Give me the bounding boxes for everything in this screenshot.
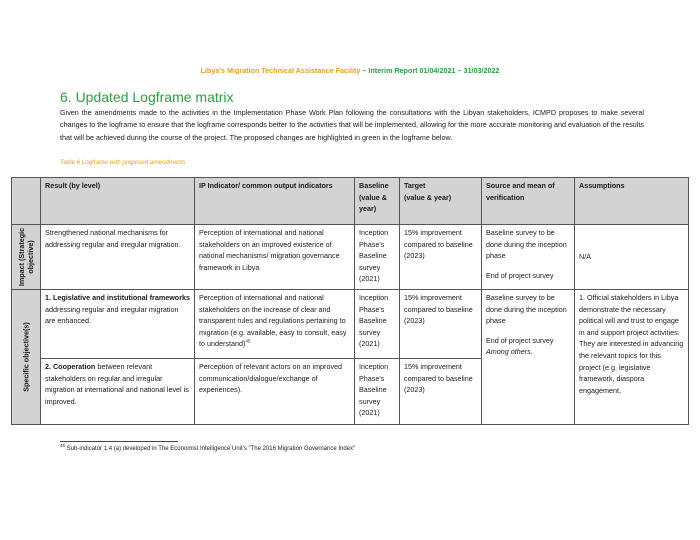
intro-paragraph: Given the amendments made to the activities in the Implementation Phase Work Plan following the consultations with the Libyan stakeholders, ICMPD proposes to make several changes to the logframe to ensure that the logframe corresponds better to the activities that will be implemented, allowing for the more accurate monitoring and evaluation of the results that will be achieved during the course of the project. The proposed changes are highlighted in green in the logframe below. <box>60 108 644 142</box>
impact-target: 15% improvement compared to baseline (2023) <box>400 225 482 290</box>
section-title: 6. Updated Logframe matrix <box>60 89 234 105</box>
specific-source-2: End of project survey <box>486 335 554 345</box>
header-baseline-sub: (value & year) <box>359 192 387 214</box>
impact-indicator: Perception of international and national stakeholders on an improved existence of national mechanisms/ migration governance framework in Libya <box>195 225 355 290</box>
specific-row-label-cell <box>12 290 41 425</box>
header-corner <box>12 178 41 225</box>
header-report-period: Interim Report 01/04/2021 – 31/03/2022 <box>368 66 500 75</box>
specific-row-label: Specific objective(s) <box>21 322 31 392</box>
table-caption: Table 6 Logframe with proposed amendments <box>60 159 186 166</box>
specific-1-result-rest: addressing regular and irregular migration are enhanced. <box>45 304 179 326</box>
impact-label-line1: Impact (Strategic <box>17 227 26 287</box>
header-dash: – <box>360 66 369 75</box>
impact-label-line2: objective) <box>26 240 35 274</box>
footnote-text: Sub-indicator 1.4 (a) developed in The Economist Intelligence Unit's "The 2016 Migration Governance Index" <box>65 446 356 452</box>
specific-1-indicator <box>195 290 355 359</box>
specific-2-baseline: Inception Phase's Baseline survey (2021) <box>355 359 400 425</box>
specific-assumptions <box>575 290 689 425</box>
footnote-number: 45 <box>60 443 66 448</box>
specific-2-result <box>41 359 195 425</box>
specific-2-target: 15% improvement compared to baseline (2023) <box>400 359 482 425</box>
header-result: Result (by level) <box>41 178 195 225</box>
impact-baseline: Inception Phase's Baseline survey (2021) <box>355 225 400 290</box>
impact-source-2: End of project survey <box>486 270 554 280</box>
specific-1-result-bold: 1. Legislative and institutional frameworks <box>45 293 190 302</box>
header-target-label: Target <box>404 181 426 190</box>
specific-source-1: Baseline survey to be done during the inception phase <box>486 293 567 326</box>
impact-row <box>12 225 689 290</box>
impact-source <box>482 225 575 290</box>
header-target <box>400 178 482 225</box>
impact-row-label <box>17 228 35 286</box>
header-baseline <box>355 178 400 225</box>
header-source: Source and mean of verification <box>482 178 575 225</box>
specific-row-1 <box>12 290 689 359</box>
table-header-row <box>12 178 689 225</box>
footnote-ref-45[interactable]: 45 <box>245 338 251 344</box>
header-target-sub: (value & year) <box>404 192 452 202</box>
logframe-table <box>11 177 689 425</box>
header-indicator: IP Indicator/ common output indicators <box>195 178 355 225</box>
specific-1-baseline: Inception Phase's Baseline survey (2021) <box>355 290 400 359</box>
header-baseline-label: Baseline <box>359 181 389 190</box>
running-header <box>0 66 700 75</box>
specific-1-indicator-text: Perception of international and national stakeholders on the increase of clear and transparent rules and regulations pertaining to migration (e.g. available, easy to consult, easy to understand) <box>199 293 347 349</box>
specific-2-result-rest: between relevant stakeholders on regular and irregular migration at international and national level is improved. <box>45 362 189 406</box>
impact-result: Strengthened national mechanisms for addressing regular and irregular migration. <box>41 225 195 290</box>
specific-1-target: 15% improvement compared to baseline (2023) <box>400 290 482 359</box>
header-assumptions: Assumptions <box>575 178 689 225</box>
specific-1-result <box>41 290 195 359</box>
footnote <box>60 443 356 452</box>
specific-assumptions-text: 1. Official stakeholders in Libya demonstrate the necessary political will and trust to engage in and support project activities. They are interested in advancing the relevant topics for this project (e.g. legislative framework, diaspora engagement, <box>579 293 684 395</box>
specific-2-indicator: Perception of relevant actors on an improved communication/dialogue/exchange of experiences). <box>195 359 355 425</box>
footnote-separator <box>60 441 178 442</box>
specific-2-result-bold: 2. Cooperation <box>45 362 96 371</box>
impact-row-label-cell <box>12 225 41 290</box>
specific-source <box>482 290 575 425</box>
specific-source-3: Among others. <box>486 347 533 357</box>
impact-source-1: Baseline survey to be done during the inception phase <box>486 228 567 261</box>
impact-assumptions: N/A <box>575 225 689 290</box>
header-report-name: Libya's Migration Technical Assistance Facility <box>200 66 361 75</box>
